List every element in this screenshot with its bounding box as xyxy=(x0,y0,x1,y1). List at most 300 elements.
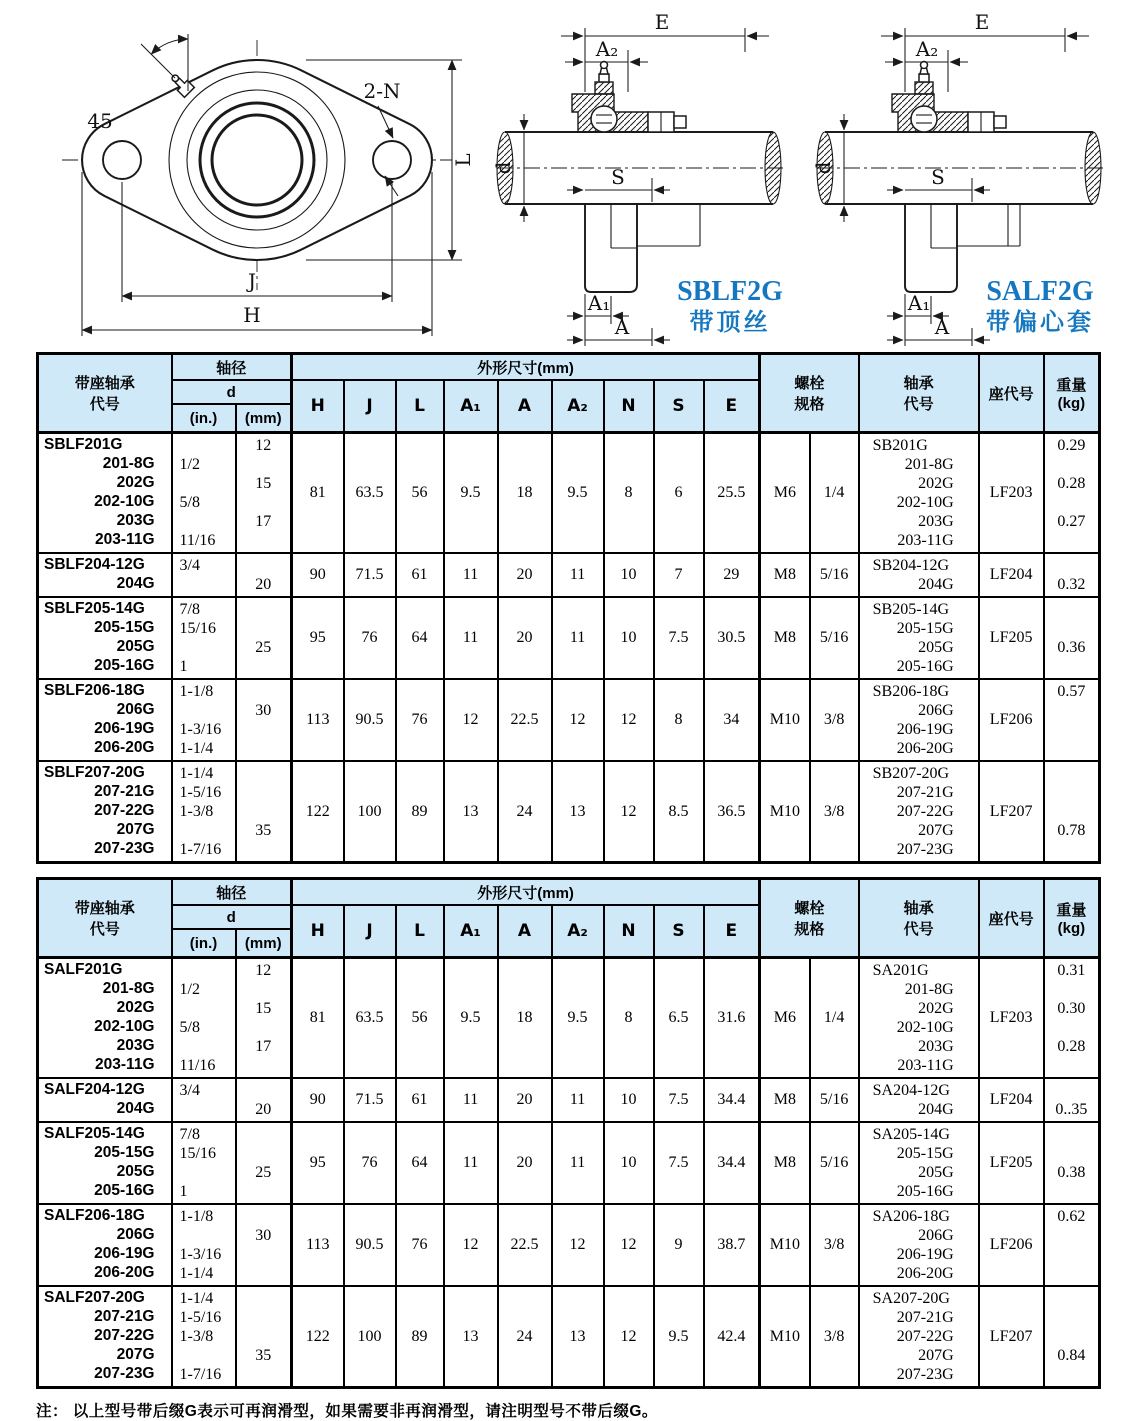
cell-line: SA205-14G xyxy=(872,1126,950,1143)
cell-line: 204G xyxy=(116,575,155,592)
cell-E: 30.5 xyxy=(704,597,760,679)
dim-label-s: S xyxy=(611,165,625,189)
cell-line xyxy=(237,1018,291,1037)
cell-line xyxy=(237,1056,291,1075)
cell-weight xyxy=(1044,433,1100,554)
cell-line xyxy=(1045,783,1099,802)
cell-N: 8 xyxy=(604,433,654,554)
cell-line: 203G xyxy=(116,512,155,529)
header-d: d xyxy=(172,380,292,404)
cell-line: 0.27 xyxy=(1057,513,1086,530)
cell-bearing xyxy=(859,761,979,863)
cell-line: 0.31 xyxy=(1057,962,1086,979)
cell-L: 89 xyxy=(396,761,444,863)
footnote: 注： 以上型号带后缀G表示可再润滑型，如果需要非再润滑型，请注明型号不带后缀G。 xyxy=(36,1403,658,1420)
cell-line: 206-20G xyxy=(896,740,954,757)
cell-bolt_m: M8 xyxy=(760,553,810,597)
header-col-N: N xyxy=(604,380,654,433)
cell-weight xyxy=(1044,1286,1100,1388)
spec-row xyxy=(38,597,1100,679)
cell-line: SALF206-18G xyxy=(44,1207,145,1224)
cell-line: 207-23G xyxy=(94,840,155,857)
cell-bolt_in: 5/16 xyxy=(810,1122,859,1204)
cell-J: 100 xyxy=(344,761,396,863)
cell-J: 90.5 xyxy=(344,1204,396,1286)
dim-label-angle: 45 xyxy=(87,109,113,133)
spec-row xyxy=(38,761,1100,863)
cell-H: 90 xyxy=(292,553,344,597)
cell-N: 8 xyxy=(604,958,654,1079)
cell-line xyxy=(1045,1245,1099,1264)
cell-S: 7.5 xyxy=(654,1078,704,1122)
cell-line: SALF201G xyxy=(44,961,123,978)
header-col-H: H xyxy=(292,380,344,433)
cell-line xyxy=(173,1100,235,1119)
cell-codes xyxy=(38,1078,172,1122)
cell-bearing xyxy=(859,553,979,597)
cell-L: 56 xyxy=(396,433,444,554)
cell-E: 34 xyxy=(704,679,760,761)
cell-bolt_m: M10 xyxy=(760,1204,810,1286)
cell-weight xyxy=(1044,958,1100,1079)
cell-line xyxy=(237,493,291,512)
cell-line: 5/8 xyxy=(179,1019,200,1036)
cell-S: 6.5 xyxy=(654,958,704,1079)
cell-housing: LF203 xyxy=(979,958,1044,1079)
cell-H: 122 xyxy=(292,761,344,863)
cell-line xyxy=(1045,556,1099,575)
cell-bolt_m: M10 xyxy=(760,761,810,863)
cell-S: 9 xyxy=(654,1204,704,1286)
cell-A2: 9.5 xyxy=(552,433,604,554)
cell-A: 18 xyxy=(498,958,552,1079)
cell-line: 1 xyxy=(179,1183,188,1200)
cell-line xyxy=(173,474,235,493)
cell-N: 12 xyxy=(604,761,654,863)
cell-A2: 11 xyxy=(552,553,604,597)
cell-bolt_in: 1/4 xyxy=(810,958,859,1079)
cell-d_mm xyxy=(236,761,292,863)
cell-line xyxy=(173,961,235,980)
cell-line xyxy=(237,1144,291,1163)
cell-bolt_in: 3/8 xyxy=(810,679,859,761)
cell-d_mm xyxy=(236,553,292,597)
cell-L: 76 xyxy=(396,1204,444,1286)
cell-line: 205G xyxy=(918,639,954,656)
cell-line: 1/2 xyxy=(179,981,200,998)
cell-A1: 13 xyxy=(444,761,498,863)
cell-line xyxy=(1045,764,1099,783)
cell-line xyxy=(173,1037,235,1056)
cell-line: 15 xyxy=(255,1000,272,1017)
cell-line xyxy=(237,1207,291,1226)
cell-J: 90.5 xyxy=(344,679,396,761)
cell-bolt_in: 3/8 xyxy=(810,1286,859,1388)
header-bolt-spec: 螺栓 规格 xyxy=(760,879,859,958)
cell-bearing xyxy=(859,433,979,554)
cell-line: 25 xyxy=(255,1164,272,1181)
cell-line: 1-1/4 xyxy=(179,765,214,782)
cell-line xyxy=(1045,802,1099,821)
cell-line: 206-20G xyxy=(896,1265,954,1282)
cell-line: 201-8G xyxy=(102,980,155,997)
cell-line xyxy=(173,1163,235,1182)
cell-line: 25 xyxy=(255,639,272,656)
cell-line xyxy=(237,1182,291,1201)
cell-line: 1/2 xyxy=(179,456,200,473)
cell-A: 18 xyxy=(498,433,552,554)
cell-line: 202G xyxy=(918,1000,954,1017)
cell-line: 201-8G xyxy=(102,455,155,472)
cell-line xyxy=(237,556,291,575)
cell-line: 201-8G xyxy=(904,981,954,998)
cell-line: SBLF206-18G xyxy=(44,682,145,699)
cell-A1: 9.5 xyxy=(444,958,498,1079)
cell-bolt_m: M8 xyxy=(760,1122,810,1204)
cell-line: 201-8G xyxy=(904,456,954,473)
cell-line xyxy=(1045,619,1099,638)
cell-codes xyxy=(38,958,172,1079)
cell-line: 204G xyxy=(918,576,954,593)
cell-line xyxy=(173,1346,235,1365)
cell-line: 207-22G xyxy=(94,802,155,819)
cell-weight xyxy=(1044,553,1100,597)
cell-line xyxy=(1045,600,1099,619)
cell-line: 0.36 xyxy=(1057,639,1086,656)
cell-line: 1-3/16 xyxy=(179,1246,222,1263)
cell-line xyxy=(1045,840,1099,859)
cell-S: 7 xyxy=(654,553,704,597)
cell-bolt_m: M6 xyxy=(760,958,810,1079)
cell-line: 20 xyxy=(255,1101,272,1118)
cell-line: 1-1/4 xyxy=(179,1290,214,1307)
cell-codes xyxy=(38,597,172,679)
cell-line: SALF207-20G xyxy=(44,1289,145,1306)
cell-codes xyxy=(38,679,172,761)
cell-line xyxy=(1045,1226,1099,1245)
cell-line xyxy=(237,455,291,474)
cell-line: 206G xyxy=(918,1227,954,1244)
cell-line: 1-3/8 xyxy=(179,1328,214,1345)
cell-line: 207-21G xyxy=(94,783,155,800)
cell-line xyxy=(1045,701,1099,720)
cell-H: 90 xyxy=(292,1078,344,1122)
spec-row xyxy=(38,679,1100,761)
dim-label-bolt-count: 2-N xyxy=(363,79,401,103)
cell-line: 207-23G xyxy=(896,841,954,858)
spec-row xyxy=(38,1286,1100,1388)
cell-line: SBLF204-12G xyxy=(44,556,145,573)
cell-line: 11/16 xyxy=(179,532,216,549)
cell-line: 204G xyxy=(116,1100,155,1117)
cell-weight xyxy=(1044,1204,1100,1286)
cell-line xyxy=(1045,1018,1099,1037)
cell-line xyxy=(237,1125,291,1144)
cell-S: 7.5 xyxy=(654,597,704,679)
header-col-A2: A₂ xyxy=(552,905,604,958)
cell-line: SA206-18G xyxy=(872,1208,950,1225)
header-col-N: N xyxy=(604,905,654,958)
cell-line: 207-21G xyxy=(896,1309,954,1326)
cell-line xyxy=(1045,531,1099,550)
cell-L: 76 xyxy=(396,679,444,761)
salf2g-spec-table xyxy=(36,877,1101,1389)
cell-line: 202-10G xyxy=(896,1019,954,1036)
cell-line: 207G xyxy=(918,822,954,839)
cell-line: SB207-20G xyxy=(872,765,950,782)
front-view-drawing xyxy=(62,34,475,336)
cell-line xyxy=(173,436,235,455)
cell-line: 1-1/8 xyxy=(179,683,214,700)
cell-line: 203-11G xyxy=(897,1057,954,1074)
caption-sblf2g-desc: 带顶丝 xyxy=(689,309,771,336)
cell-bolt_m: M8 xyxy=(760,1078,810,1122)
cell-housing: LF206 xyxy=(979,1204,1044,1286)
header-col-A1: A₁ xyxy=(444,905,498,958)
cell-bolt_m: M6 xyxy=(760,433,810,554)
cell-codes xyxy=(38,761,172,863)
cell-bolt_m: M10 xyxy=(760,1286,810,1388)
cell-line: 205-16G xyxy=(896,1183,954,1200)
header-housing-code: 座代号 xyxy=(979,354,1044,433)
cell-weight xyxy=(1044,761,1100,863)
cell-line: 205-16G xyxy=(94,657,155,674)
cell-line xyxy=(237,764,291,783)
cell-line: 0.78 xyxy=(1057,822,1086,839)
header-shaft-dia: 轴径 xyxy=(172,354,292,381)
cell-H: 113 xyxy=(292,1204,344,1286)
cell-L: 56 xyxy=(396,958,444,1079)
cell-d_in xyxy=(172,679,236,761)
cell-d_in xyxy=(172,1122,236,1204)
cell-line: SB206-18G xyxy=(872,683,950,700)
cell-codes xyxy=(38,1286,172,1388)
cell-A2: 9.5 xyxy=(552,958,604,1079)
cell-line xyxy=(1045,1289,1099,1308)
spec-row xyxy=(38,1204,1100,1286)
cell-H: 95 xyxy=(292,1122,344,1204)
cell-bearing xyxy=(859,679,979,761)
cell-d_mm xyxy=(236,1122,292,1204)
cell-line xyxy=(237,840,291,859)
cell-line: 35 xyxy=(255,822,272,839)
cell-line: 20 xyxy=(255,576,272,593)
cell-A1: 11 xyxy=(444,553,498,597)
header-d: d xyxy=(172,905,292,929)
dim-label-h: H xyxy=(243,303,261,327)
header-col-H: H xyxy=(292,905,344,958)
cell-line: 15 xyxy=(255,475,272,492)
cell-L: 61 xyxy=(396,1078,444,1122)
header-col-A: A xyxy=(498,905,552,958)
cell-line: SBLF207-20G xyxy=(44,764,145,781)
cell-line xyxy=(237,783,291,802)
cell-line: 1 xyxy=(179,658,188,675)
cell-line: 1-3/16 xyxy=(179,721,222,738)
cell-housing: LF203 xyxy=(979,433,1044,554)
cell-line: 205G xyxy=(116,1163,155,1180)
cell-housing: LF205 xyxy=(979,1122,1044,1204)
cell-line xyxy=(237,1365,291,1384)
cell-line: SA204-12G xyxy=(872,1082,950,1099)
cell-line xyxy=(237,657,291,676)
cell-N: 10 xyxy=(604,597,654,679)
header-bearing-code: 轴承 代号 xyxy=(859,879,979,958)
cell-H: 81 xyxy=(292,433,344,554)
cell-line: 205-16G xyxy=(94,1182,155,1199)
header-col-E: E xyxy=(704,380,760,433)
cell-bolt_in: 5/16 xyxy=(810,597,859,679)
cell-S: 6 xyxy=(654,433,704,554)
cell-line: 1-1/4 xyxy=(179,740,214,757)
cell-A1: 12 xyxy=(444,1204,498,1286)
cell-A: 20 xyxy=(498,1078,552,1122)
cell-J: 71.5 xyxy=(344,1078,396,1122)
cell-weight xyxy=(1044,1078,1100,1122)
spec-row xyxy=(38,433,1100,554)
cell-S: 8 xyxy=(654,679,704,761)
cell-line: 202-10G xyxy=(94,1018,155,1035)
cell-line xyxy=(237,682,291,701)
cell-N: 10 xyxy=(604,553,654,597)
cell-A: 24 xyxy=(498,761,552,863)
cell-d_mm xyxy=(236,433,292,554)
cell-line: 7/8 xyxy=(179,601,200,618)
header-mm: (mm) xyxy=(236,929,292,958)
cell-line xyxy=(1045,1125,1099,1144)
cell-N: 12 xyxy=(604,1204,654,1286)
cell-line xyxy=(237,600,291,619)
cell-A2: 11 xyxy=(552,597,604,679)
cell-line: SALF204-12G xyxy=(44,1081,145,1098)
cell-E: 25.5 xyxy=(704,433,760,554)
cell-line: 204G xyxy=(918,1101,954,1118)
cell-line: 17 xyxy=(255,1038,272,1055)
cell-H: 81 xyxy=(292,958,344,1079)
technical-drawings xyxy=(0,0,1134,352)
cell-line: 30 xyxy=(255,702,272,719)
cell-line: 203G xyxy=(116,1037,155,1054)
cell-weight xyxy=(1044,1122,1100,1204)
cell-J: 100 xyxy=(344,1286,396,1388)
cell-line: 15/16 xyxy=(179,1145,216,1162)
cell-A1: 11 xyxy=(444,1078,498,1122)
cell-housing: LF207 xyxy=(979,1286,1044,1388)
cell-line: 1-5/16 xyxy=(179,784,222,801)
cell-J: 76 xyxy=(344,597,396,679)
cell-line: 207G xyxy=(116,821,155,838)
header-col-A2: A₂ xyxy=(552,380,604,433)
cell-line xyxy=(1045,1365,1099,1384)
cell-d_in xyxy=(172,433,236,554)
cell-line: 202G xyxy=(116,999,155,1016)
cell-line: SBLF201G xyxy=(44,436,123,453)
cell-line: 5/8 xyxy=(179,494,200,511)
cell-N: 12 xyxy=(604,1286,654,1388)
cell-d_mm xyxy=(236,597,292,679)
cell-d_mm xyxy=(236,1078,292,1122)
dim-label-a1: A₁ xyxy=(587,291,611,315)
cell-line: 205-15G xyxy=(94,619,155,636)
cell-d_in xyxy=(172,1078,236,1122)
cell-line xyxy=(1045,1327,1099,1346)
caption-salf2g: SALF2G xyxy=(986,276,1094,307)
cell-line xyxy=(1045,739,1099,758)
cell-d_mm xyxy=(236,1286,292,1388)
cell-N: 10 xyxy=(604,1078,654,1122)
cell-line xyxy=(1045,493,1099,512)
cell-A: 20 xyxy=(498,597,552,679)
cell-line: 206-20G xyxy=(94,739,155,756)
cell-S: 7.5 xyxy=(654,1122,704,1204)
cell-line: 0.30 xyxy=(1057,1000,1086,1017)
cell-J: 63.5 xyxy=(344,433,396,554)
cell-line xyxy=(237,802,291,821)
cell-L: 61 xyxy=(396,553,444,597)
cell-line xyxy=(237,1327,291,1346)
cell-E: 34.4 xyxy=(704,1078,760,1122)
header-mm: (mm) xyxy=(236,404,292,433)
cell-A1: 12 xyxy=(444,679,498,761)
header-col-L: L xyxy=(396,905,444,958)
dim-label-j: J xyxy=(247,269,257,293)
cell-line xyxy=(173,1226,235,1245)
cell-A2: 11 xyxy=(552,1122,604,1204)
cell-codes xyxy=(38,1204,172,1286)
cell-d_in xyxy=(172,597,236,679)
cell-bolt_m: M10 xyxy=(760,679,810,761)
cell-line xyxy=(1045,1056,1099,1075)
cell-E: 31.6 xyxy=(704,958,760,1079)
cell-line: 202-10G xyxy=(94,493,155,510)
dim-label-l: L xyxy=(451,153,475,167)
cell-d_mm xyxy=(236,958,292,1079)
cell-line: 205-15G xyxy=(896,620,954,637)
cell-J: 76 xyxy=(344,1122,396,1204)
cell-line: 205-15G xyxy=(896,1145,954,1162)
cell-line: 207-21G xyxy=(94,1308,155,1325)
cell-A2: 11 xyxy=(552,1078,604,1122)
cell-line: 1-7/16 xyxy=(179,841,222,858)
cell-codes xyxy=(38,1122,172,1204)
cell-line: 206G xyxy=(918,702,954,719)
cell-bearing xyxy=(859,597,979,679)
header-shaft-dia: 轴径 xyxy=(172,879,292,906)
spec-row xyxy=(38,553,1100,597)
cell-line: 207G xyxy=(116,1346,155,1363)
cell-H: 122 xyxy=(292,1286,344,1388)
cell-bolt_m: M8 xyxy=(760,597,810,679)
cell-bearing xyxy=(859,1286,979,1388)
cell-line xyxy=(237,720,291,739)
cell-line: 205-15G xyxy=(94,1144,155,1161)
cell-line xyxy=(237,1245,291,1264)
table-header xyxy=(38,879,1100,958)
dim-label-a2: A₂ xyxy=(595,37,619,61)
cell-line: 0.32 xyxy=(1057,576,1086,593)
header-weight: 重量 (kg) xyxy=(1044,354,1100,433)
cell-E: 42.4 xyxy=(704,1286,760,1388)
cell-line xyxy=(173,512,235,531)
cell-line xyxy=(1045,1081,1099,1100)
cell-line xyxy=(173,999,235,1018)
cell-E: 34.4 xyxy=(704,1122,760,1204)
dim-label-e: E xyxy=(654,10,670,34)
cell-line xyxy=(1045,1308,1099,1327)
spec-row xyxy=(38,958,1100,1079)
cell-line: 205G xyxy=(918,1164,954,1181)
header-col-J: J xyxy=(344,380,396,433)
